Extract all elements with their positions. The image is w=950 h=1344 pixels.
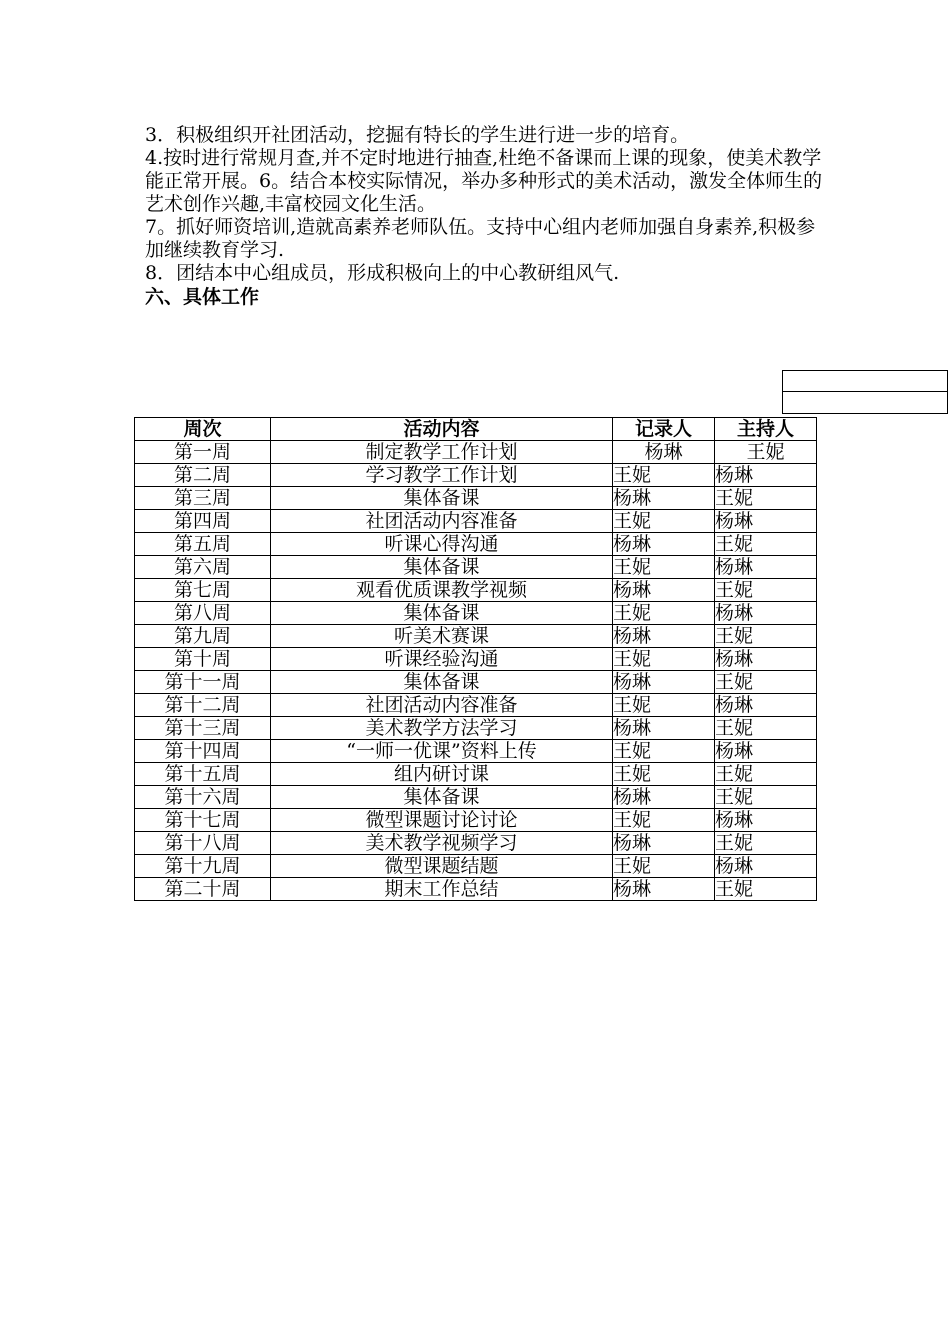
- recorder-cell: 王妮: [613, 648, 715, 671]
- week-cell: 第六周: [135, 556, 271, 579]
- recorder-cell: 王妮: [613, 556, 715, 579]
- week-cell: 第十一周: [135, 671, 271, 694]
- table-row: [135, 487, 817, 510]
- week-cell: 第十六周: [135, 786, 271, 809]
- table-row: [135, 763, 817, 786]
- activity-cell: 集体备课: [271, 556, 613, 579]
- table-row: [135, 740, 817, 763]
- table-header-row: [135, 418, 817, 441]
- table-row: [135, 855, 817, 878]
- table-row: [135, 556, 817, 579]
- recorder-cell: 王妮: [613, 602, 715, 625]
- activity-cell: 制定教学工作计划: [271, 441, 613, 464]
- week-cell: 第十五周: [135, 763, 271, 786]
- header-week: 周次: [135, 418, 271, 441]
- host-cell: 杨琳: [715, 694, 817, 717]
- week-cell: 第二周: [135, 464, 271, 487]
- week-cell: 第十九周: [135, 855, 271, 878]
- header-recorder: 记录人: [613, 418, 715, 441]
- activity-cell: 美术教学视频学习: [271, 832, 613, 855]
- activity-cell: 学习教学工作计划: [271, 464, 613, 487]
- header-activity: 活动内容: [271, 418, 613, 441]
- week-cell: 第十周: [135, 648, 271, 671]
- schedule-table: [134, 417, 817, 901]
- host-cell: 王妮: [715, 533, 817, 556]
- recorder-cell: 杨琳: [613, 717, 715, 740]
- section-heading: 六、具体工作: [145, 286, 260, 308]
- host-cell: 王妮: [715, 579, 817, 602]
- week-cell: 第十八周: [135, 832, 271, 855]
- table-row: [135, 671, 817, 694]
- table-row: [135, 602, 817, 625]
- recorder-cell: 杨琳: [613, 441, 715, 464]
- week-cell: 第九周: [135, 625, 271, 648]
- activity-cell: 社团活动内容准备: [271, 510, 613, 533]
- header-host: 主持人: [715, 418, 817, 441]
- week-cell: 第三周: [135, 487, 271, 510]
- week-cell: 第一周: [135, 441, 271, 464]
- recorder-cell: 杨琳: [613, 487, 715, 510]
- host-cell: 王妮: [715, 878, 817, 901]
- paragraph: 8．团结本中心组成员，形成积极向上的中心教研组风气.: [145, 262, 620, 284]
- plan-text: [145, 124, 825, 309]
- recorder-cell: 杨琳: [613, 832, 715, 855]
- table-row: [135, 809, 817, 832]
- activity-cell: 听美术赛课: [271, 625, 613, 648]
- table-row: [135, 717, 817, 740]
- recorder-cell: 杨琳: [613, 579, 715, 602]
- recorder-cell: 杨琳: [613, 533, 715, 556]
- table-row: [135, 579, 817, 602]
- table-row: [135, 878, 817, 901]
- recorder-cell: 王妮: [613, 464, 715, 487]
- host-cell: 王妮: [715, 487, 817, 510]
- host-cell: 杨琳: [715, 510, 817, 533]
- host-cell: 杨琳: [715, 809, 817, 832]
- host-cell: 王妮: [715, 717, 817, 740]
- empty-side-boxes: [782, 370, 948, 414]
- paragraph: 3．积极组织开社团活动，挖掘有特长的学生进行进一步的培育。: [145, 124, 690, 146]
- activity-cell: 集体备课: [271, 602, 613, 625]
- activity-cell: 微型课题讨论讨论: [271, 809, 613, 832]
- activity-cell: 听课经验沟通: [271, 648, 613, 671]
- host-cell: 杨琳: [715, 602, 817, 625]
- host-cell: 王妮: [715, 786, 817, 809]
- host-cell: 杨琳: [715, 556, 817, 579]
- activity-cell: 听课心得沟通: [271, 533, 613, 556]
- table-row: [135, 441, 817, 464]
- paragraph: 7。抓好师资培训,造就高素养老师队伍。支持中心组内老师加强自身素养,积极参加继续教育学习.: [145, 216, 816, 261]
- recorder-cell: 王妮: [613, 740, 715, 763]
- host-cell: 杨琳: [715, 855, 817, 878]
- table-row: [135, 510, 817, 533]
- host-cell: 王妮: [715, 441, 817, 464]
- host-cell: 王妮: [715, 763, 817, 786]
- activity-cell: 社团活动内容准备: [271, 694, 613, 717]
- week-cell: 第十二周: [135, 694, 271, 717]
- recorder-cell: 杨琳: [613, 671, 715, 694]
- recorder-cell: 王妮: [613, 855, 715, 878]
- host-cell: 王妮: [715, 832, 817, 855]
- table-row: [135, 694, 817, 717]
- week-cell: 第十七周: [135, 809, 271, 832]
- week-cell: 第七周: [135, 579, 271, 602]
- recorder-cell: 杨琳: [613, 786, 715, 809]
- recorder-cell: 王妮: [613, 763, 715, 786]
- table-row: [135, 464, 817, 487]
- recorder-cell: 杨琳: [613, 878, 715, 901]
- week-cell: 第十四周: [135, 740, 271, 763]
- host-cell: 杨琳: [715, 648, 817, 671]
- table-row: [135, 648, 817, 671]
- recorder-cell: 王妮: [613, 694, 715, 717]
- paragraph: 4.按时进行常规月查,并不定时地进行抽查,杜绝不备课而上课的现象，使美术教学能正常开展。6。结合本校实际情况，举办多种形式的美术活动，激发全体师生的艺术创作兴趣,丰富校园文化生活。: [145, 147, 823, 215]
- activity-cell: 组内研讨课: [271, 763, 613, 786]
- activity-cell: 集体备课: [271, 786, 613, 809]
- empty-box: [782, 370, 948, 392]
- activity-cell: 观看优质课教学视频: [271, 579, 613, 602]
- activity-cell: 集体备课: [271, 671, 613, 694]
- activity-cell: 美术教学方法学习: [271, 717, 613, 740]
- week-cell: 第八周: [135, 602, 271, 625]
- activity-cell: “一师一优课”资料上传: [271, 740, 613, 763]
- host-cell: 王妮: [715, 625, 817, 648]
- activity-cell: 期末工作总结: [271, 878, 613, 901]
- empty-box: [782, 392, 948, 414]
- table-row: [135, 625, 817, 648]
- activity-cell: 微型课题结题: [271, 855, 613, 878]
- table-row: [135, 533, 817, 556]
- table-row: [135, 786, 817, 809]
- week-cell: 第五周: [135, 533, 271, 556]
- week-cell: 第四周: [135, 510, 271, 533]
- host-cell: 杨琳: [715, 740, 817, 763]
- week-cell: 第十三周: [135, 717, 271, 740]
- recorder-cell: 王妮: [613, 809, 715, 832]
- host-cell: 杨琳: [715, 464, 817, 487]
- table-row: [135, 832, 817, 855]
- recorder-cell: 王妮: [613, 510, 715, 533]
- recorder-cell: 杨琳: [613, 625, 715, 648]
- host-cell: 王妮: [715, 671, 817, 694]
- activity-cell: 集体备课: [271, 487, 613, 510]
- week-cell: 第二十周: [135, 878, 271, 901]
